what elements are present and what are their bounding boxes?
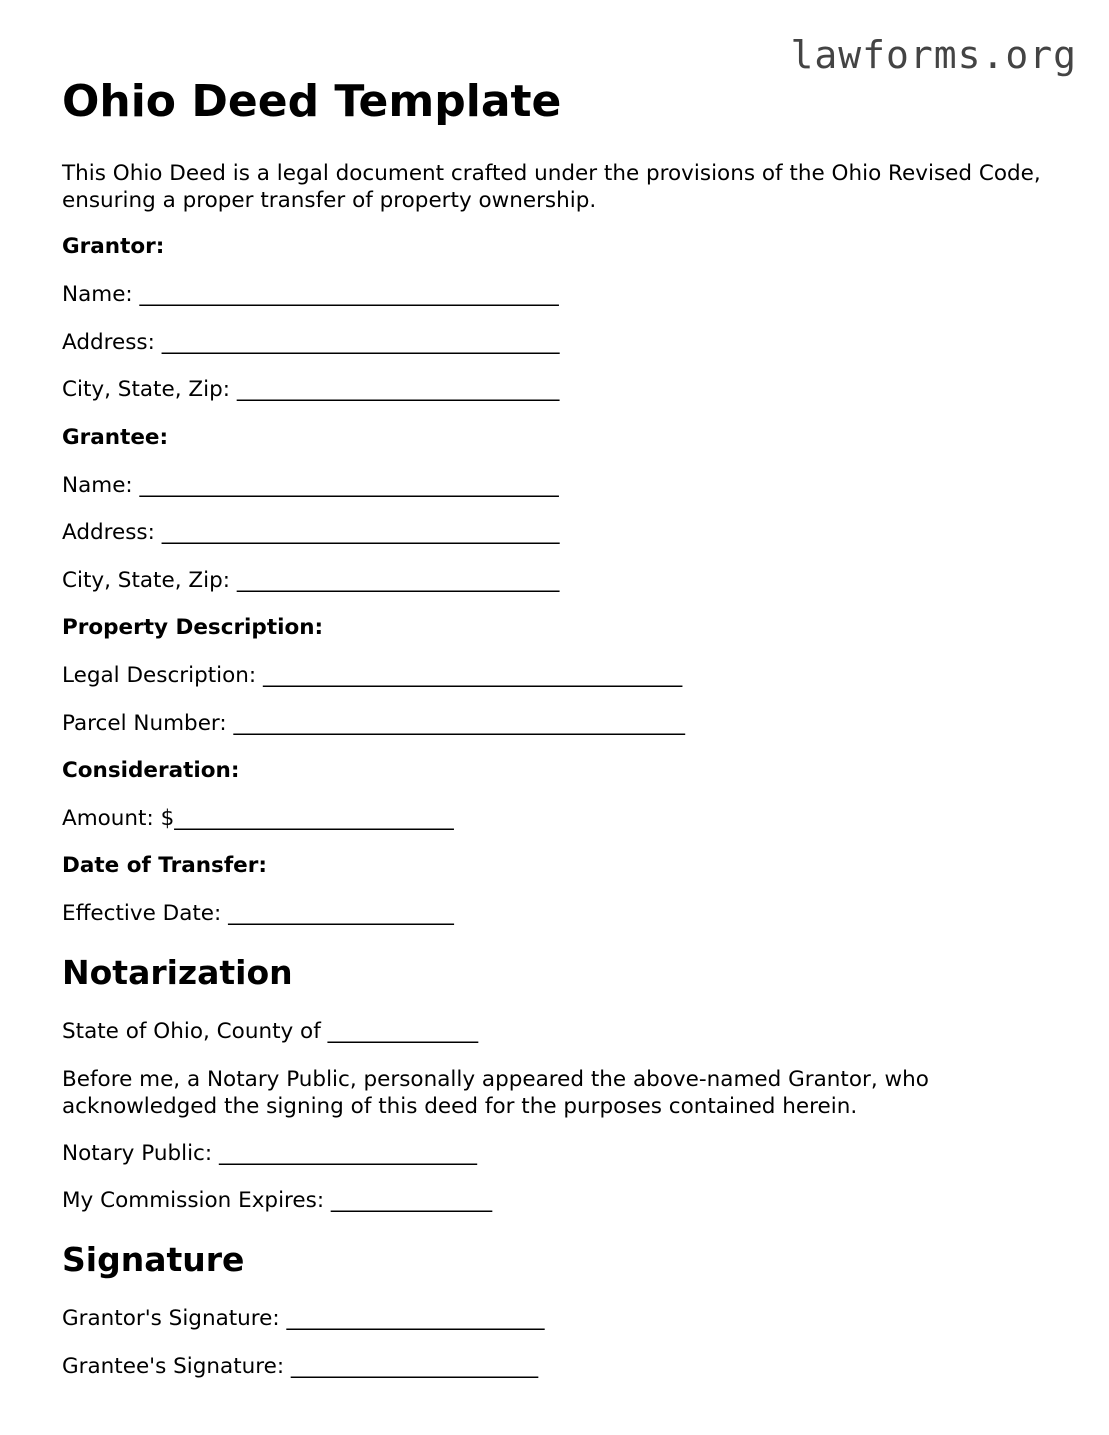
consideration-heading: Consideration: [62,758,240,783]
grantee-name-field: Name: _______________________________________ [62,473,559,498]
date-of-transfer-heading: Date of Transfer: [62,853,267,878]
legal-description-field: Legal Description: _______________________________________ [62,663,683,688]
grantor-name-field: Name: _______________________________________ [62,282,559,307]
site-watermark: lawforms.org [790,33,1077,77]
grantee-address-field: Address: _____________________________________ [62,520,560,545]
page-title: Ohio Deed Template [62,76,562,127]
signature-heading: Signature [62,1240,245,1279]
grantee-heading: Grantee: [62,425,169,450]
grantor-signature-field: Grantor's Signature: ________________________ [62,1306,545,1331]
notarization-heading: Notarization [62,953,293,992]
grantee-city-field: City, State, Zip: ______________________________ [62,568,560,593]
intro-paragraph: This Ohio Deed is a legal document crafted under the provisions of the Ohio Revised Code, ensuring a proper transfer of property ownership. [62,161,1041,213]
effective-date-field: Effective Date: _____________________ [62,901,454,926]
grantor-city-field: City, State, Zip: ______________________________ [62,377,560,402]
county-field: State of Ohio, County of ______________ [62,1019,479,1044]
parcel-number-field: Parcel Number: __________________________________________ [62,711,685,736]
grantor-address-field: Address: _____________________________________ [62,330,560,355]
commission-expires-field: My Commission Expires: _______________ [62,1188,493,1213]
notary-public-field: Notary Public: ________________________ [62,1141,477,1166]
grantor-heading: Grantor: [62,234,165,259]
property-heading: Property Description: [62,615,324,640]
grantee-signature-field: Grantee's Signature: _______________________ [62,1354,539,1379]
notary-statement: Before me, a Notary Public, personally appeared the above-named Grantor, who acknowledged the signing of this deed for the purposes contained herein. [62,1067,929,1119]
amount-field: Amount: $__________________________ [62,806,454,831]
